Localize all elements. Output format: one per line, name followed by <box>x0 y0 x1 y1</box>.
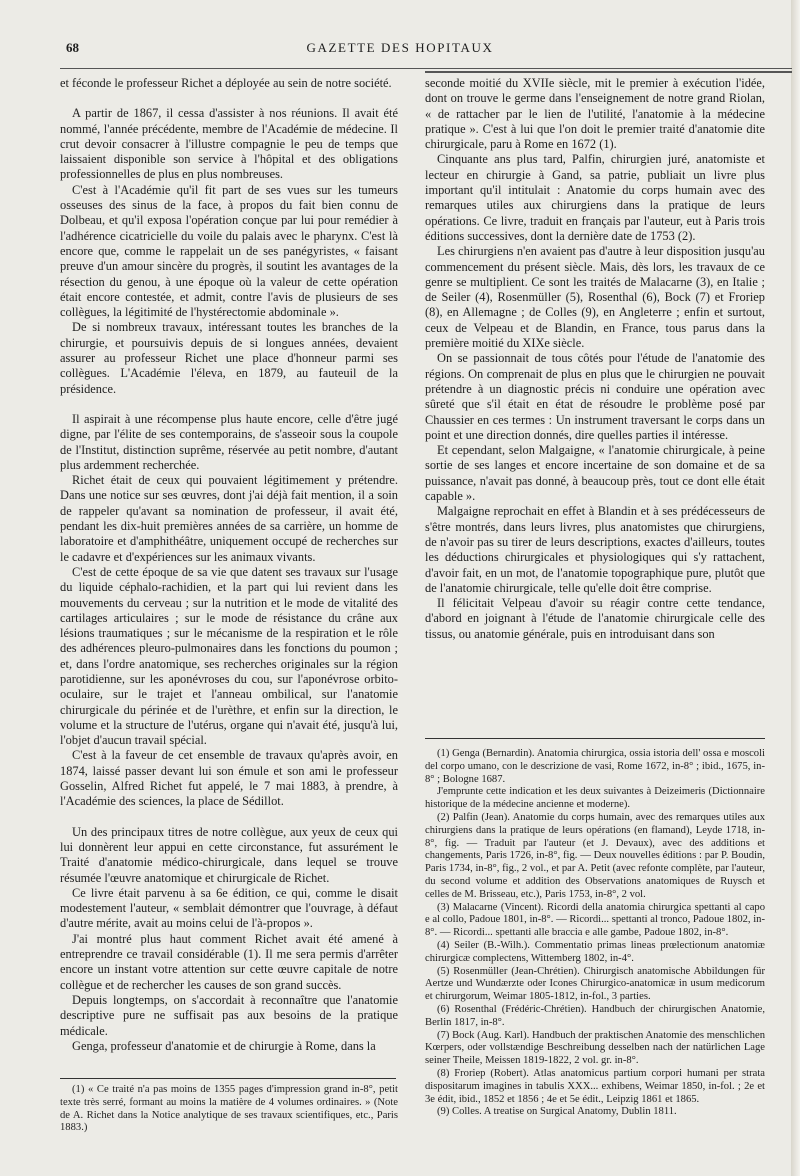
page-number: 68 <box>66 40 79 55</box>
footnote: (7) Bock (Aug. Karl). Handbuch der praktischen Anatomie des menschlichen Kœrpers, oder vollstændige Beschreibung desselben nach der natürlichen Lage seiner Theile, Meissen 1819-1822, 2 vol. gr. in-8°. <box>425 1029 765 1067</box>
paragraph: On se passionnait de tous côtés pour l'étude de l'anatomie des régions. On comprenait de plus en plus que le chirurgien ne pouvait prétendre à un diagnostic précis ni conduire une opération avec sûreté que s'il était en état de résoudre le problème posé par Chaussier en ces termes : Un instrument traversant le corps dans un point et une direction donnés, dire quelles parties il intéresse. <box>425 351 765 442</box>
right-column <box>425 76 765 642</box>
footnote: (8) Froriep (Robert). Atlas anatomicus partium corpori humani per strata dispositarum imagines in tabulis XXX... exhibens, Weimar 1850, in-fol. ; 2e et 3e édit, ibid., 1852 et 1856 ; 4e et 5e édit., Leipzig 1861 et 1865. <box>425 1067 765 1105</box>
paragraph: A partir de 1867, il cessa d'assister à nos réunions. Il avait été nommé, l'année précédente, membre de l'Académie de médecine. Il crut devoir consacrer à l'illustre compagnie le peu de temps que laissaient disponible son service à l'hôpital et des obligations professionnelles de plus en plus nombreuses. <box>60 106 398 182</box>
paragraph: Un des principaux titres de notre collègue, aux yeux de ceux qui lui donnèrent leur appui en cette circonstance, fut assurément le Traité d'anatomie médico-chirurgicale, dans lequel se trouve résumée l'œuvre anatomique et chirurgicale de Richet. <box>60 824 398 885</box>
paragraph: De si nombreux travaux, intéressant toutes les branches de la chirurgie, et poursuivis depuis de si longues années, devaient assurer au professeur Richet une place d'honneur parmi ses collègues. L'Académie l'éleva, en 1879, au fauteuil de la présidence. <box>60 320 398 396</box>
paragraph: Cinquante ans plus tard, Palfin, chirurgien juré, anatomiste et lecteur en chirurgie à Gand, sa patrie, publiait un livre plus important qu'il intitulait : Anatomie du corps humain avec des remarques utiles aux chirurgiens dans la pratique de leurs opérations. Ce livre, traduit en français par l'auteur, eut à Paris trois éditions successives, dont la dernière date de 1753 (2). <box>425 152 765 243</box>
page-header <box>0 40 800 60</box>
footnote: (1) « Ce traité n'a pas moins de 1355 pages d'impression grand in-8°, petit texte très serré, formant au moins la matière de 4 volumes ordinaires. » (Note de A. Richet dans la Notice analytique de ses travaux scientifiques, etc., Paris 1883.) <box>60 1084 398 1134</box>
paragraph: Les chirurgiens n'en avaient pas d'autre à leur disposition jusqu'au commencement du présent siècle. Mais, dès lors, les travaux de ce genre se multiplient. Ce sont les traités de Malacarne (3), en Italie ; de Seiler (4), Rosenmüller (5), Rosenthal (6), Bock (7) et Froriep (8), en Allemagne ; de Colles (9), en Angleterre ; enfin et surtout, ceux de Velpeau et de Blandin, en France, tous parus dans la première moitié du XIXe siècle. <box>425 244 765 351</box>
footnote: (6) Rosenthal (Frédéric-Chrétien). Handbuch der chirurgischen Anatomie, Berlin 1817, in-8°. <box>425 1003 765 1028</box>
paragraph: Ce livre était parvenu à sa 6e édition, ce qui, comme le disait modestement l'auteur, « semblait démontrer que l'ouvrage, à défaut d'autre mérite, avait au moins celui de l'à-propos ». <box>60 885 398 931</box>
left-footnotes <box>60 1084 398 1135</box>
footnote: (9) Colles. A treatise on Surgical Anatomy, Dublin 1811. <box>437 1106 677 1118</box>
paragraph: et féconde le professeur Richet a déployée au sein de notre société. <box>60 76 392 90</box>
paragraph: C'est à la faveur de cet ensemble de travaux qu'après avoir, en 1874, laissé passer devant lui son émule et son ami le professeur Gosselin, Alfred Richet fut appelé, le 7 mai 1883, à prendre, à l'Académie des sciences, la place de Sédillot. <box>60 748 398 809</box>
paragraph: Depuis longtemps, on s'accordait à reconnaître que l'anatomie descriptive pure ne suffisait pas aux besoins de la pratique médicale. <box>60 992 398 1038</box>
paragraph: Genga, professeur d'anatomie et de chirurgie à Rome, dans la <box>72 1038 376 1053</box>
header-rule-double <box>425 71 792 73</box>
paragraph: J'ai montré plus haut comment Richet avait été amené à entreprendre ce travail considérable (1). Il me sera permis d'arrêter encore un instant votre attention sur cette œuvre capitale de notre collègue et de rechercher les causes de son grand succès. <box>60 931 398 992</box>
footnote: (4) Seiler (B.-Wilh.). Commentatio primas lineas prœlectionum anatomiæ chirurgicæ complectens, Wittemberg 1802, in-4°. <box>425 939 765 964</box>
footnote: (2) Palfin (Jean). Anatomie du corps humain, avec des remarques utiles aux chirurgiens dans la pratique de leurs opérations (en flamand), Leyde 1718, in-8°, fig. — Traduit par l'auteur (et J. Devaux), avec des additions et changements, Paris 1726, in-8°, fig. — Deux nouvelles éditions : par P. Boudin, Paris 1734, in-8°, fig., 2 vol., et par A. Petit (avec refonte complète, par l'auteur, du second volume et addition des Observations anatomiques de Ruysch et celles de M. Brisseau, etc.), Paris 1753, in-8°, 2 vol. <box>425 811 765 900</box>
paragraph: Il félicitait Velpeau d'avoir su réagir contre cette tendance, d'abord en joignant à l'étude de l'anatomie chirurgicale celle des tissus, ou anatomie générale, puis en introduisant dans son <box>425 596 765 641</box>
header-rule <box>60 68 792 69</box>
footnote: (1) Genga (Bernardin). Anatomia chirurgica, ossia istoria dell' ossa e moscoli del corpo umano, con le descrizione de vasi, Rome 1672, in-8° ; ibid., 1675, in-8° ; Bologne 1687. <box>425 748 765 785</box>
right-footnotes <box>425 748 765 1119</box>
page-edge <box>791 0 800 1176</box>
running-title: GAZETTE DES HOPITAUX <box>306 40 494 55</box>
paragraph: seconde moitié du XVIIe siècle, mit le premier à exécution l'idée, dont on trouve le germe dans l'enseignement de notre grand Riolan, « de rattacher par le lien de l'utilité, l'anatomie à la médecine pratique ». C'est à lui que l'on doit le premier traité d'anatomie dite chirurgicale, paru à Rome en 1672 (1). <box>425 76 765 152</box>
paragraph: C'est à l'Académie qu'il fit part de ses vues sur les tumeurs osseuses des sinus de la face, à propos du fait bien connu de Dolbeau, et qu'il exposa l'opération conçue par lui pour remédier à l'adhérence cicatricielle du voile du palais avec le pharynx. C'est là encore que, comme le rappelait un de ses panégyristes, « faisant preuve d'un amour sincère du progrès, il soutint les avantages de la résection du genou, à une époque où la valeur de cette opération était encore contestée, et admit, contre l'avis de plusieurs de ses collègues, la légitimité de l'hystérectomie abdominale ». <box>60 182 398 320</box>
footnote: (5) Rosenmüller (Jean-Chrétien). Chirurgisch anatomische Abbildungen für Aertze und Wundærzte oder Icones Chirurgico-anatomicæ in usum medicorum et chirurgorum, Weimar 1805-1812, in-fol., 3 parties. <box>425 965 765 1003</box>
footnote: J'emprunte cette indication et les deux suivantes à Deizeimeris (Dictionnaire historique de la médecine ancienne et moderne). <box>425 786 765 811</box>
paragraph: C'est de cette époque de sa vie que datent ses travaux sur l'usage du liquide céphalo-rachidien, et la part qui lui revient dans les mouvements du cerveau ; sur la nutrition et le mode de vitalité des cartilages articulaires ; sur le mode de résistance du crâne aux lésions traumatiques ; sur le mécanisme de la respiration et le rôle des adhérences pleuro-pulmonaires dans les fonctions du poumon ; et, dans l'ordre anatomique, ses recherches originales sur la région parotidienne, sur les aponévroses du cou, sur l'aponévrose orbito-oculaire, sur le trajet et l'anneau ombilical, sur l'anatomie chirurgicale du périnée et de l'urèthre, et enfin sur la direction, le volume et la structure de l'utérus, organe qui n'avait été, jusqu'à lui, l'objet d'aucun travail spécial. <box>60 564 398 748</box>
footnote-rule <box>425 738 765 739</box>
paragraph: Il aspirait à une récompense plus haute encore, celle d'être jugé digne, par l'élite de ses contemporains, de s'asseoir sous la coupole de l'Institut, distinction suprême, réservée au petit nombre, d'autant plus ardemment recherchée. <box>60 411 398 472</box>
paragraph: Malgaigne reprochait en effet à Blandin et à ses prédécesseurs de s'être montrés, dans leurs livres, plus anatomistes que chirurgiens, de n'avoir pas su tirer de leurs descriptions, exactes d'ailleurs, toutes les déductions chirurgicales et physiologiques qui s'y rattachent, d'avoir fait, en un mot, de l'anatomie topographique pure, plutôt que de l'anatomie chirurgicale, telle qu'elle doit être comprise. <box>425 504 765 595</box>
footnote-rule <box>60 1078 396 1079</box>
footnote: (3) Malacarne (Vincent). Ricordi della anatomia chirurgica spettanti al capo e al collo, Padoue 1801, in-8°. — Ricordi... spettanti al tronco, Padoue 1802, in-8°. — Ricordi... spettanti alle braccia e alle gambe, Padoue 1802, in-8°. <box>425 901 765 939</box>
left-column <box>60 76 398 1054</box>
paragraph: Et cependant, selon Malgaigne, « l'anatomie chirurgicale, à peine sortie de ses langes et encore incertaine de son domaine et de sa puissance, n'avait pas donné, à beaucoup près, tout ce dont elle était capable ». <box>425 443 765 504</box>
paragraph: Richet était de ceux qui pouvaient légitimement y prétendre. Dans une notice sur ses œuvres, dont j'ai déjà fait mention, il a soin de rappeler qu'avant sa nomination de professeur, il avait été, pendant les dix-huit premières années de sa carrière, un homme de laboratoire et d'amphithéâtre, uniquement occupé de recherches sur le cadavre et d'expériences sur les animaux vivants. <box>60 473 398 564</box>
